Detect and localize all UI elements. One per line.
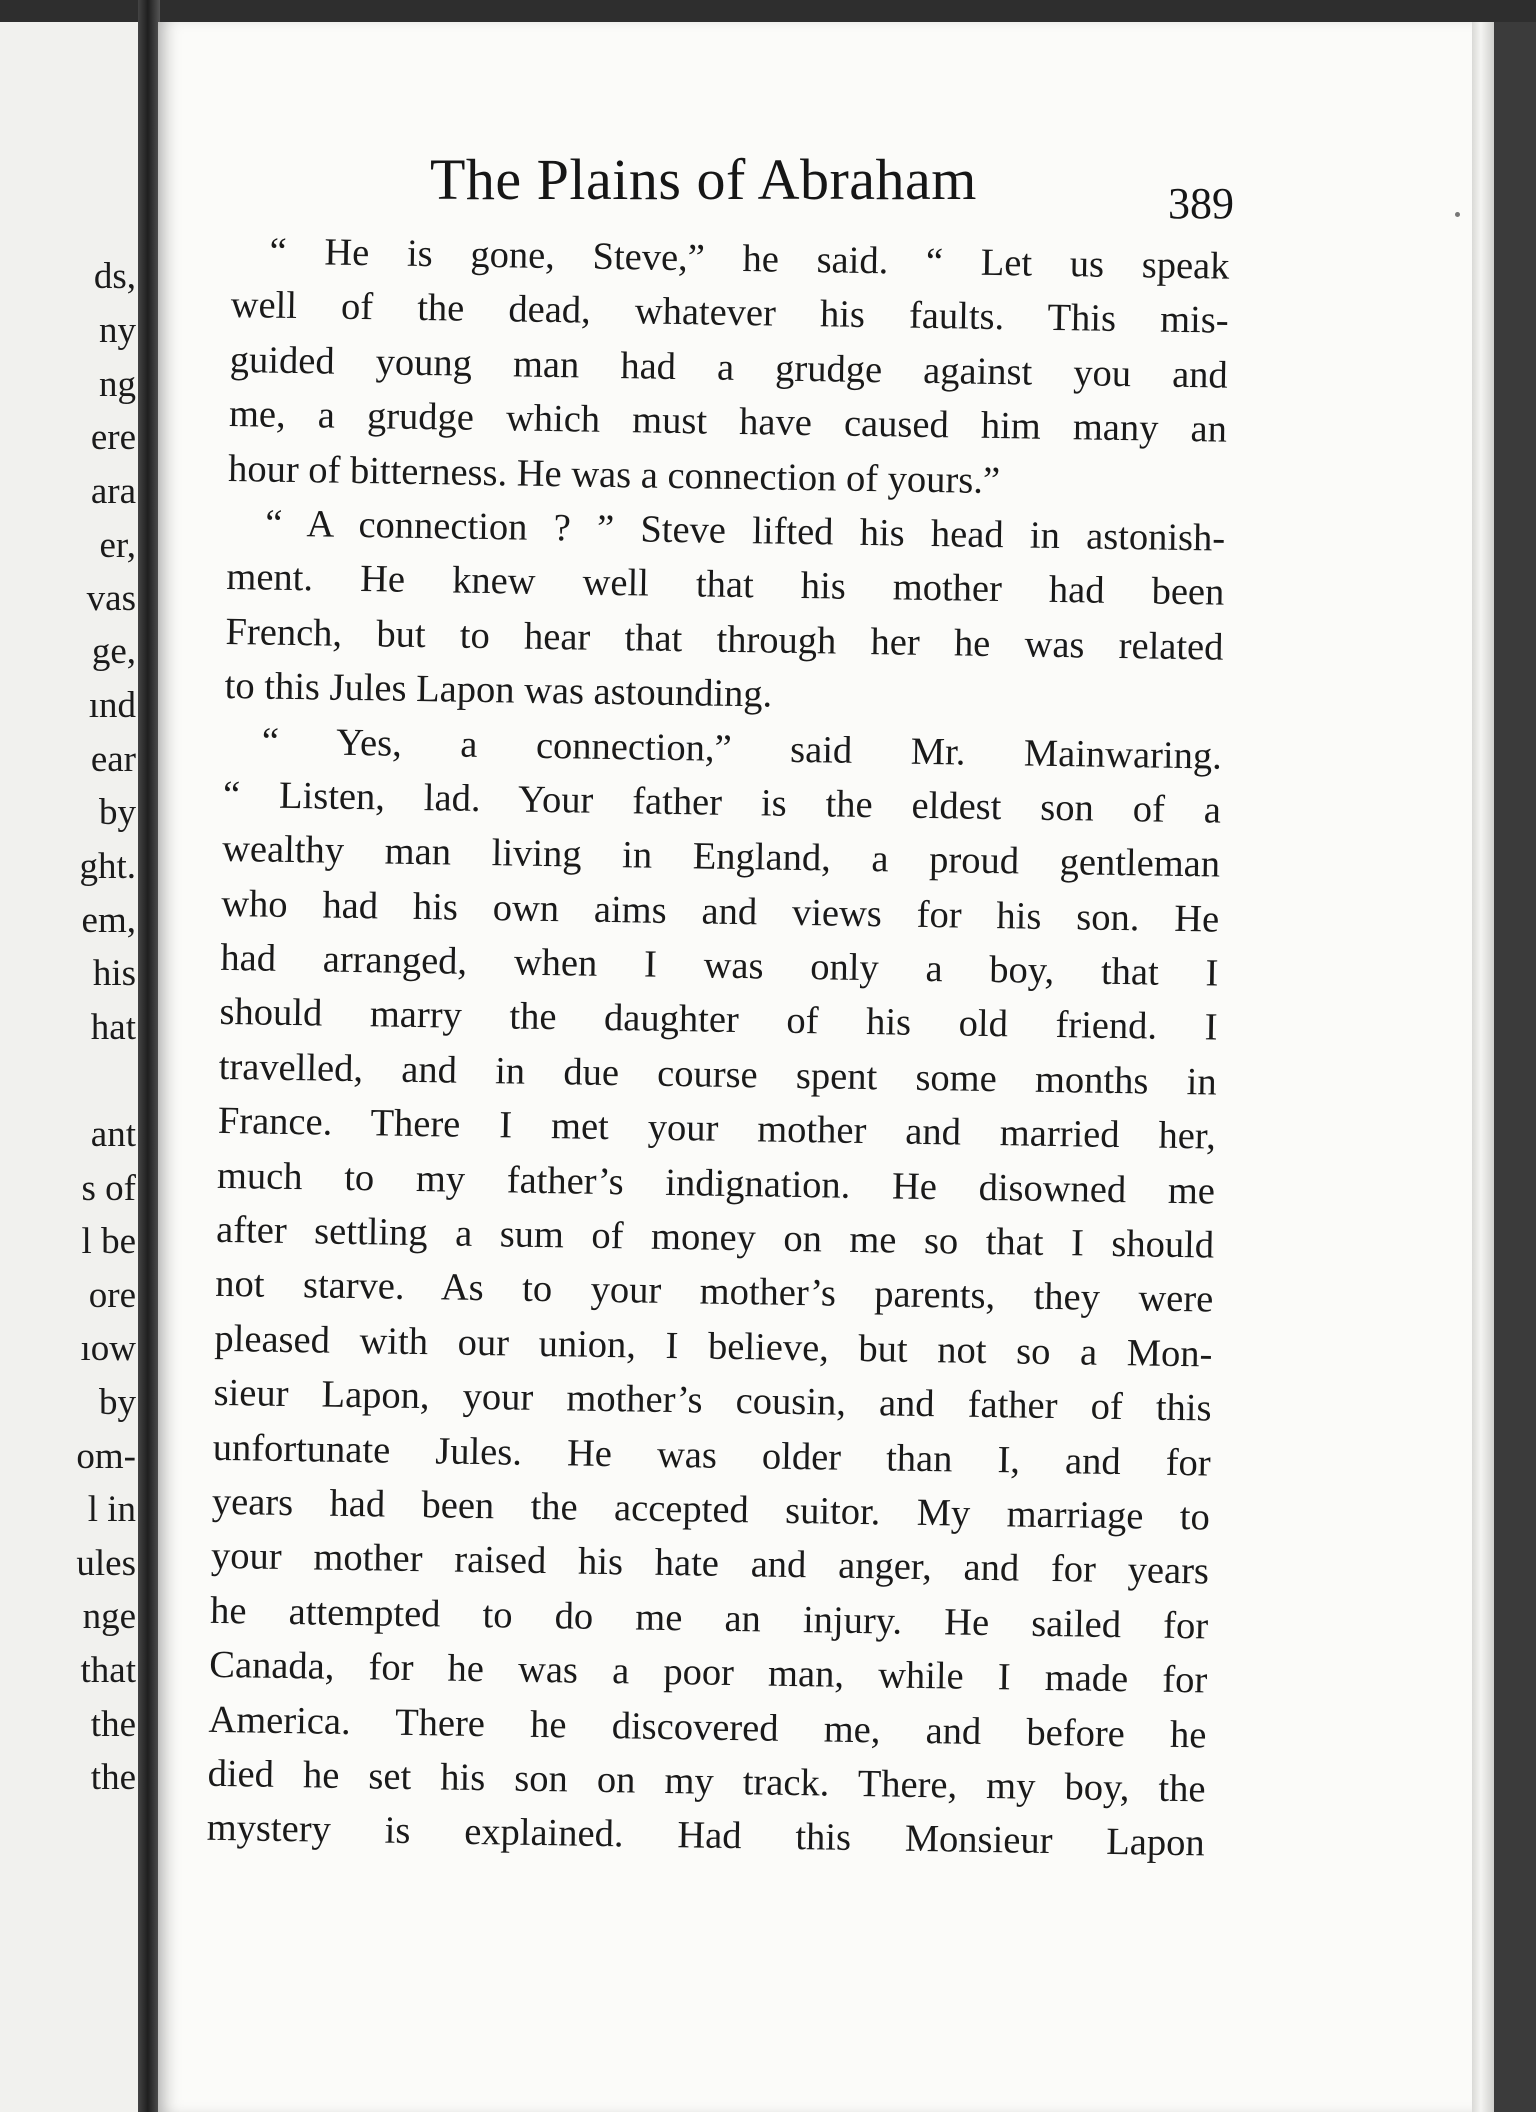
left-fragment: om- (76, 1436, 136, 1477)
body-text (206, 224, 1230, 1871)
text-line: “ A connection ? ” Steve lifted his head in astonish- (264, 502, 1226, 560)
text-line: France. There I met your mother and married her, (217, 1100, 1217, 1158)
left-fragment: ere (90, 417, 136, 458)
left-fragment: ny (99, 310, 136, 351)
left-fragment: l in (87, 1489, 136, 1530)
text-line: who had his own aims and views for his son. He (220, 882, 1220, 941)
page-stack-edge (1472, 22, 1494, 2112)
left-fragment: em, (81, 900, 136, 941)
left-fragment: ıow (80, 1328, 136, 1369)
text-line: “ Yes, a connection,” said Mr. Mainwaring. (261, 720, 1223, 778)
text-line: French, but to hear that through her he was related (225, 610, 1224, 669)
text-line: should marry the daughter of his old friend. I (219, 991, 1218, 1050)
text-line: not starve. As to your mother’s parents, they were (215, 1263, 1214, 1321)
text-line: wealthy man living in England, a proud gentleman (221, 828, 1221, 886)
left-fragment: ge, (91, 631, 136, 672)
left-fragment: ant (90, 1114, 136, 1155)
text-line: hour of bitterness. He was a connection of yours.” (227, 447, 1001, 502)
text-line: Canada, for he was a poor man, while I made for (209, 1643, 1208, 1702)
left-fragment: nge (82, 1596, 136, 1637)
previous-page-edge (0, 22, 142, 2112)
left-fragment: the (90, 1704, 136, 1745)
text-line: years had been the accepted suitor. My marriage to (211, 1480, 1211, 1539)
text-line: sieur Lapon, your mother’s cousin, and father of this (213, 1372, 1212, 1430)
text-line: pleased with our union, I believe, but not so a Mon- (214, 1317, 1213, 1376)
text-line: he attempted to do me an injury. He sailed for (209, 1589, 1209, 1648)
text-line: mystery is explained. Had this Monsieur Lapon (206, 1807, 1206, 1865)
scan-border (1494, 22, 1536, 2112)
text-line: much to my father’s indignation. He disowned me (216, 1154, 1216, 1213)
page-number: 389 (1168, 179, 1234, 228)
left-fragment: vas (86, 578, 136, 619)
left-fragment: ear (90, 739, 136, 780)
text-line: died he set his son on my track. There, my boy, the (207, 1752, 1206, 1811)
text-line: well of the dead, whatever his faults. This mis- (230, 284, 1229, 343)
left-fragment: l be (81, 1221, 136, 1262)
left-fragment: that (80, 1650, 136, 1691)
text-line: to this Jules Lapon was astounding. (224, 665, 773, 716)
text-line: after settling a sum of money on me so that I should (215, 1208, 1215, 1267)
left-fragment: his (92, 953, 136, 994)
left-fragment: ınd (88, 685, 136, 726)
text-line: your mother raised his hate and anger, and for years (210, 1535, 1210, 1593)
left-fragment: ght. (79, 846, 136, 887)
left-fragment: ng (99, 364, 136, 405)
paper-speck (1455, 212, 1460, 217)
text-line: “ Listen, lad. Your father is the eldest son of a (222, 773, 1222, 832)
text-line: America. There he discovered me, and before he (208, 1698, 1207, 1757)
left-fragment: ore (88, 1275, 136, 1316)
text-line: me, a grudge which must have caused him many an (228, 393, 1228, 451)
left-fragment: by (99, 1382, 136, 1423)
left-fragment: er, (99, 525, 136, 566)
book-gutter (138, 0, 160, 2112)
text-line: guided young man had a grudge against you and (229, 338, 1229, 397)
text-line: “ He is gone, Steve,” he said. “ Let us speak (269, 230, 1230, 288)
text-line: ment. He knew well that his mother had been (226, 556, 1225, 614)
text-line: had arranged, when I was only a boy, that I (220, 936, 1219, 995)
left-fragment: the (90, 1757, 136, 1798)
left-fragment: ara (90, 471, 136, 512)
left-fragment: ules (76, 1543, 136, 1584)
left-fragment: hat (90, 1007, 136, 1048)
left-fragment: ds, (93, 256, 136, 297)
text-line: unfortunate Jules. He was older than I, and for (212, 1426, 1211, 1485)
left-fragment: s of (81, 1168, 136, 1209)
text-line: travelled, and in due course spent some months in (218, 1045, 1217, 1104)
left-fragment: by (99, 792, 136, 833)
running-title: The Plains of Abraham (430, 147, 977, 212)
